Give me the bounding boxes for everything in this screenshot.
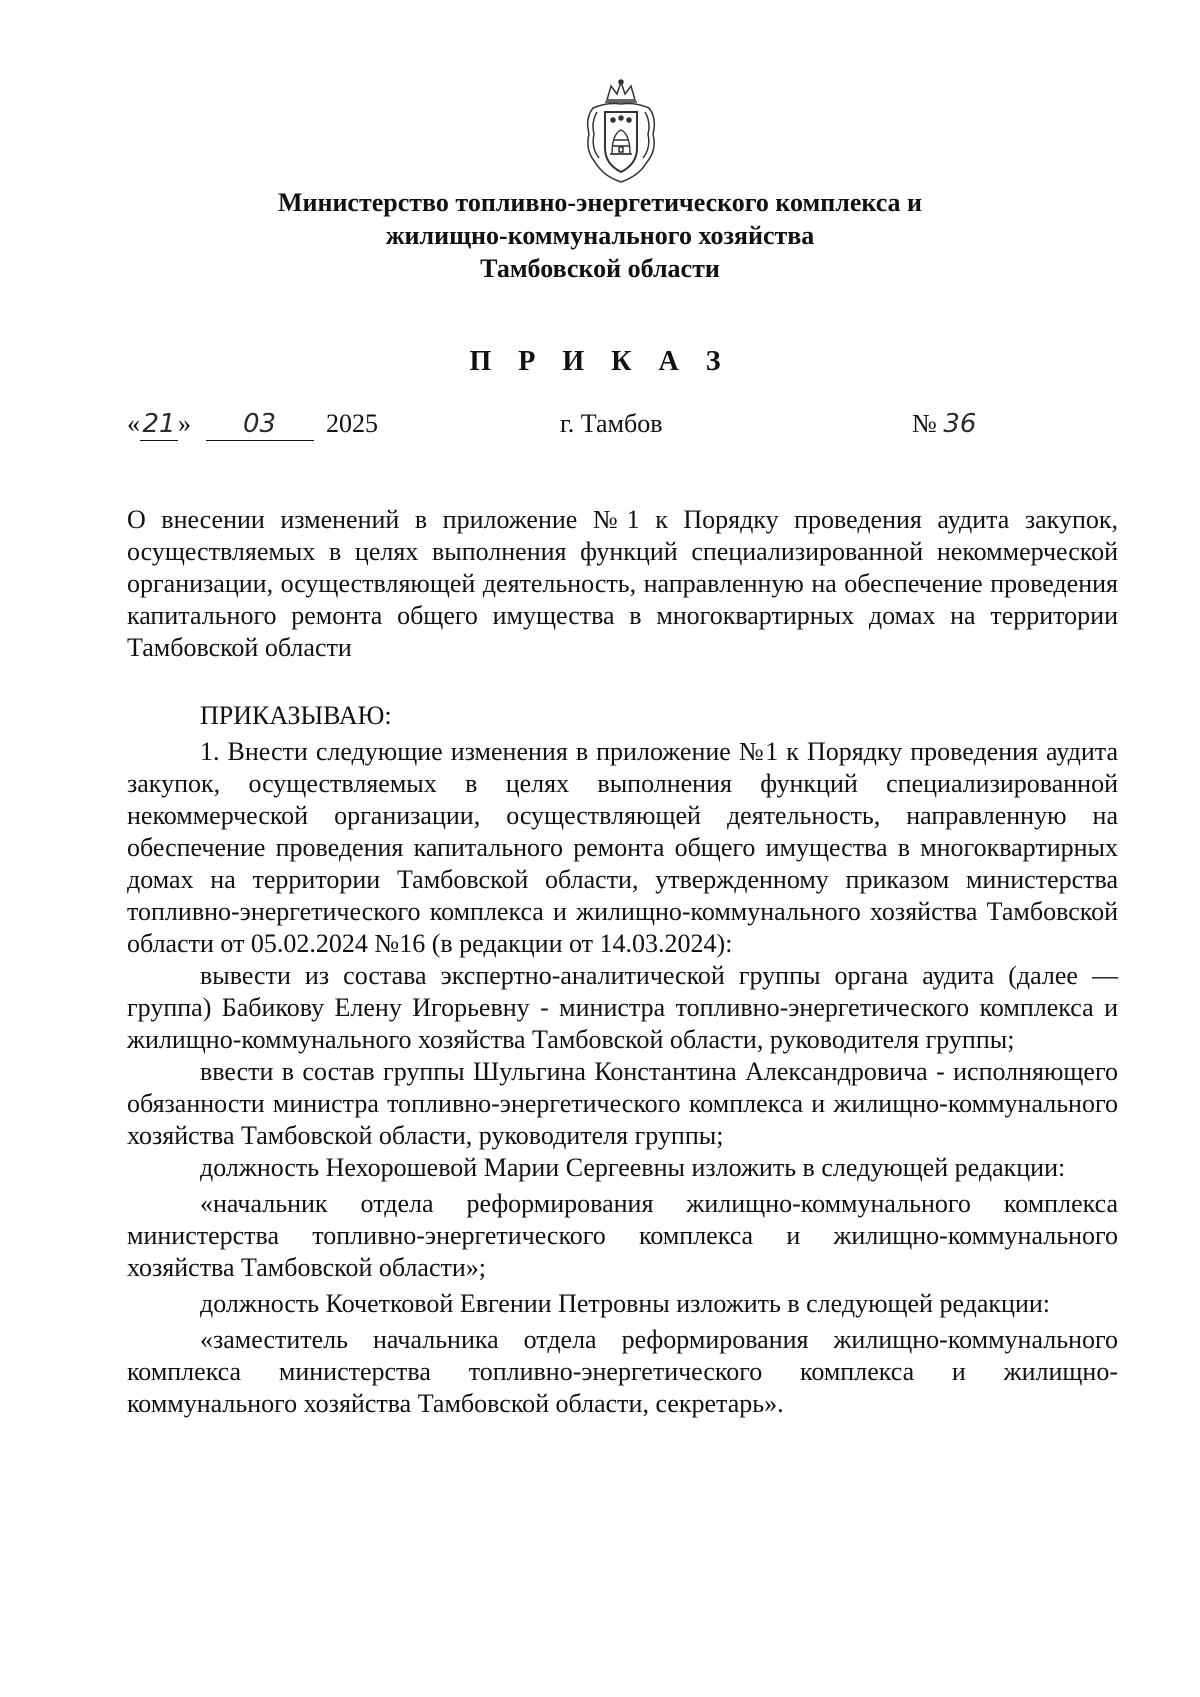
coat-of-arms-icon — [577, 78, 665, 188]
ministry-name-line-1: Министерство топливно-энергетического комплекса и — [277, 188, 923, 217]
order-subject: О внесении изменений в приложение №1 к Порядку проведения аудита закупок, осуществляемых в целях выполнения функций специализированной некоммерческой организации, осуществляющей деятельность, направленную на обеспечение проведения капитального ремонта общего имущества в многоквартирных домах на территории Тамбовской области — [127, 505, 1118, 662]
date-quote-close: » — [178, 409, 191, 438]
date-quote-open: « — [127, 409, 140, 438]
order-paragraph: 1. Внести следующие изменения в приложение №1 к Порядку проведения аудита закупок, осуществляемых в целях выполнения функций специализированной некоммерческой организации, осуществляющей деятельность, направленную на обеспечение проведения капитального ремонта общего имущества в многоквартирных домах на территории Тамбовской области, утвержденному приказом министерства топливно-энергетического комплекса и жилищно-коммунального хозяйства Тамбовской области от 05.02.2024 №16 (в редакции от 14.03.2024): — [127, 737, 1118, 958]
ministry-name-line-2: жилищно-коммунального хозяйства — [385, 221, 815, 250]
date-day: 21 — [140, 408, 178, 441]
order-date — [127, 408, 378, 441]
order-paragraph: ввести в состав группы Шульгина Константина Александровича - исполняющего обязанности министра топливно-энергетического комплекса и жилищно-коммунального хозяйства Тамбовской области, руководителя группы; — [127, 1057, 1118, 1150]
order-number — [912, 408, 976, 440]
order-paragraph: «заместитель начальника отдела реформирования жилищно-коммунального комплекса министерства топливно-энергетического комплекса и жилищно-коммунального хозяйства Тамбовской области, секретарь». — [127, 1325, 1118, 1418]
order-paragraph: должность Нехорошевой Марии Сергеевны изложить в следующей редакции: — [200, 1153, 1066, 1182]
document-title: П Р И К А З — [469, 346, 731, 377]
ministry-name-line-3: Тамбовской области — [480, 254, 720, 283]
order-paragraph: должность Кочетковой Евгении Петровны изложить в следующей редакции: — [200, 1289, 1051, 1318]
number-value: 36 — [943, 409, 977, 439]
date-month: 03 — [206, 408, 314, 441]
order-body — [127, 700, 1118, 1420]
order-paragraph: вывести из состава экспертно-аналитической группы органа аудита (далее — группа) Бабикову Елену Игорьевну - министра топливно-энергетического комплекса и жилищно-коммунального хозяйства Тамбовской области, руководителя группы; — [127, 961, 1118, 1054]
order-paragraph: «начальник отдела реформирования жилищно-коммунального комплекса министерства топливно-энергетического комплекса и жилищно-коммунального хозяйства Тамбовской области»; — [127, 1189, 1118, 1282]
date-year: 2025 — [326, 409, 378, 438]
order-directive: ПРИКАЗЫВАЮ: — [200, 701, 392, 730]
number-label: № — [912, 409, 937, 438]
ministry-header — [0, 186, 1200, 285]
order-city: г. Тамбов — [560, 409, 663, 438]
